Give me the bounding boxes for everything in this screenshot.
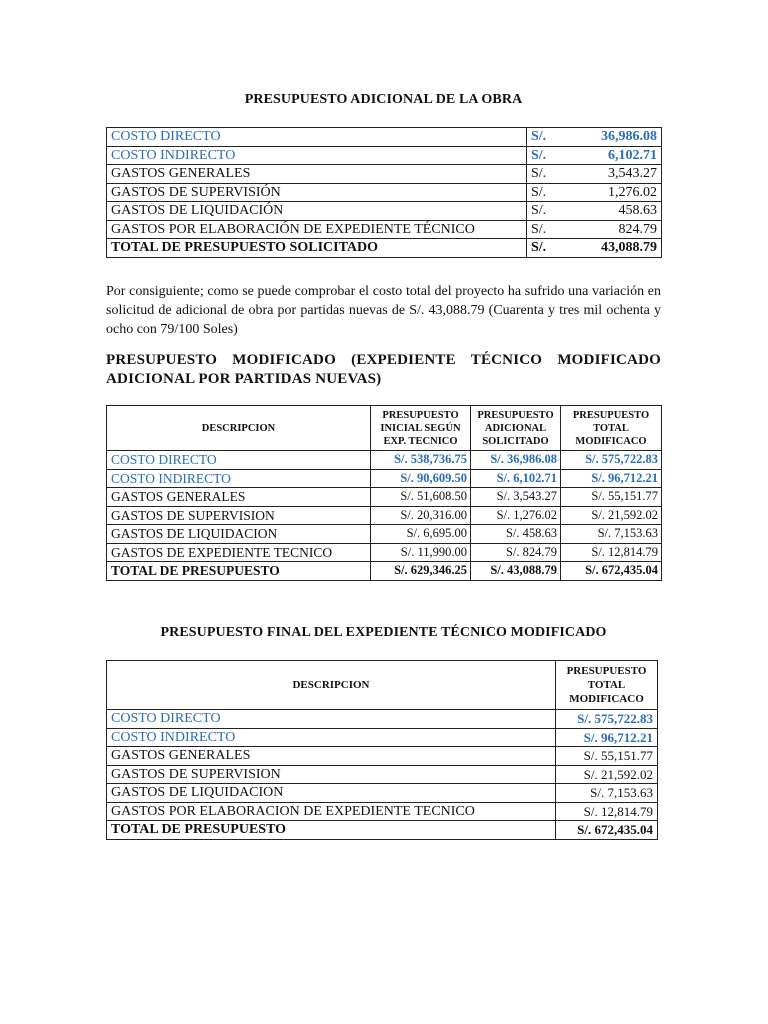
initial-cell: S/. 51,608.50 [371,488,471,507]
currency-cell: S/. [527,202,567,221]
additional-cell: S/. 6,102.71 [471,469,561,488]
table-row [107,469,662,488]
total-cell: S/. 12,814.79 [556,802,658,821]
row-label: COSTO DIRECTO [107,451,371,470]
table-row [107,451,662,470]
total-cell: S/. 96,712.21 [561,469,662,488]
table-header-row [107,406,662,451]
table-row [107,525,662,544]
additional-budget-title: PRESUPUESTO ADICIONAL DE LA OBRA [244,92,523,107]
amount-cell: 3,543.27 [567,165,662,184]
table-row [107,128,662,147]
header-description: DESCRIPCION [107,406,371,451]
header-description: DESCRIPCION [107,661,556,710]
additional-cell: S/. 43,088.79 [471,562,561,581]
table-row [107,710,658,729]
additional-cell: S/. 1,276.02 [471,506,561,525]
table-row [107,784,658,803]
initial-cell: S/. 629,346.25 [371,562,471,581]
row-label: TOTAL DE PRESUPUESTO SOLICITADO [107,239,527,258]
table-row [107,146,662,165]
table-row [107,202,662,221]
total-cell: S/. 21,592.02 [556,765,658,784]
table-row [107,220,662,239]
initial-cell: S/. 11,990.00 [371,543,471,562]
row-label: COSTO INDIRECTO [107,469,371,488]
currency-cell: S/. [527,239,567,258]
total-cell: S/. 575,722.83 [561,451,662,470]
total-cell: S/. 672,435.04 [561,562,662,581]
row-label: GASTOS POR ELABORACIÓN DE EXPEDIENTE TÉCNICO [107,220,527,239]
total-cell: S/. 12,814.79 [561,543,662,562]
initial-cell: S/. 90,609.50 [371,469,471,488]
header-additional: PRESUPUESTO ADICIONAL SOLICITADO [471,406,561,451]
table-row [107,821,658,840]
row-label: COSTO INDIRECTO [107,728,556,747]
table-row [107,506,662,525]
final-budget-table [106,660,658,840]
initial-cell: S/. 538,736.75 [371,451,471,470]
table-row [107,765,658,784]
amount-cell: 1,276.02 [567,183,662,202]
total-cell: S/. 55,151.77 [556,747,658,766]
total-cell: S/. 55,151.77 [561,488,662,507]
header-initial: PRESUPUESTO INICIAL SEGÚN EXP. TECNICO [371,406,471,451]
explanation-paragraph: Por consiguiente; como se puede comprobar el costo total del proyecto ha sufrido una variación en solicitud de adicional de obra por partidas nuevas de S/. 43,088.79 (Cuarenta y tres mil ochenta y ocho con 79/100 Soles) [106,284,661,337]
table-row [107,747,658,766]
row-label: TOTAL DE PRESUPUESTO [107,821,556,840]
amount-cell: 6,102.71 [567,146,662,165]
table-row [107,488,662,507]
amount-cell: 43,088.79 [567,239,662,258]
table-row [107,543,662,562]
row-label: COSTO DIRECTO [107,128,527,147]
table-row [107,165,662,184]
row-label: GASTOS GENERALES [107,747,556,766]
additional-cell: S/. 36,986.08 [471,451,561,470]
row-label: GASTOS GENERALES [107,488,371,507]
additional-cell: S/. 824.79 [471,543,561,562]
modified-budget-table [106,405,662,581]
total-cell: S/. 7,153.63 [561,525,662,544]
currency-cell: S/. [527,165,567,184]
total-cell: S/. 672,435.04 [556,821,658,840]
table-row [107,239,662,258]
row-label: GASTOS DE SUPERVISION [107,506,371,525]
header-total: PRESUPUESTO TOTAL MODIFICACO [556,661,658,710]
total-cell: S/. 7,153.63 [556,784,658,803]
table-row [107,562,662,581]
amount-cell: 36,986.08 [567,128,662,147]
total-cell: S/. 96,712.21 [556,728,658,747]
row-label: COSTO DIRECTO [107,710,556,729]
header-total: PRESUPUESTO TOTAL MODIFICACO [561,406,662,451]
row-label: GASTOS DE LIQUIDACIÓN [107,202,527,221]
row-label: COSTO INDIRECTO [107,146,527,165]
row-label: GASTOS DE EXPEDIENTE TECNICO [107,543,371,562]
row-label: GASTOS DE SUPERVISIÓN [107,183,527,202]
amount-cell: 824.79 [567,220,662,239]
table-row [107,802,658,821]
final-budget-title: PRESUPUESTO FINAL DEL EXPEDIENTE TÉCNICO MODIFICADO [160,625,607,640]
row-label: TOTAL DE PRESUPUESTO [107,562,371,581]
currency-cell: S/. [527,183,567,202]
initial-cell: S/. 20,316.00 [371,506,471,525]
currency-cell: S/. [527,220,567,239]
modified-budget-heading: PRESUPUESTO MODIFICADO (EXPEDIENTE TÉCNICO MODIFICADO ADICIONAL POR PARTIDAS NUEVAS) [106,352,661,387]
row-label: GASTOS DE SUPERVISION [107,765,556,784]
table-header-row [107,661,658,710]
initial-cell: S/. 6,695.00 [371,525,471,544]
currency-cell: S/. [527,128,567,147]
table-row [107,728,658,747]
row-label: GASTOS GENERALES [107,165,527,184]
row-label: GASTOS DE LIQUIDACION [107,784,556,803]
total-cell: S/. 575,722.83 [556,710,658,729]
currency-cell: S/. [527,146,567,165]
additional-cell: S/. 458.63 [471,525,561,544]
table-row [107,183,662,202]
additional-cell: S/. 3,543.27 [471,488,561,507]
total-cell: S/. 21,592.02 [561,506,662,525]
row-label: GASTOS DE LIQUIDACION [107,525,371,544]
amount-cell: 458.63 [567,202,662,221]
additional-budget-table [106,127,662,258]
row-label: GASTOS POR ELABORACION DE EXPEDIENTE TECNICO [107,802,556,821]
